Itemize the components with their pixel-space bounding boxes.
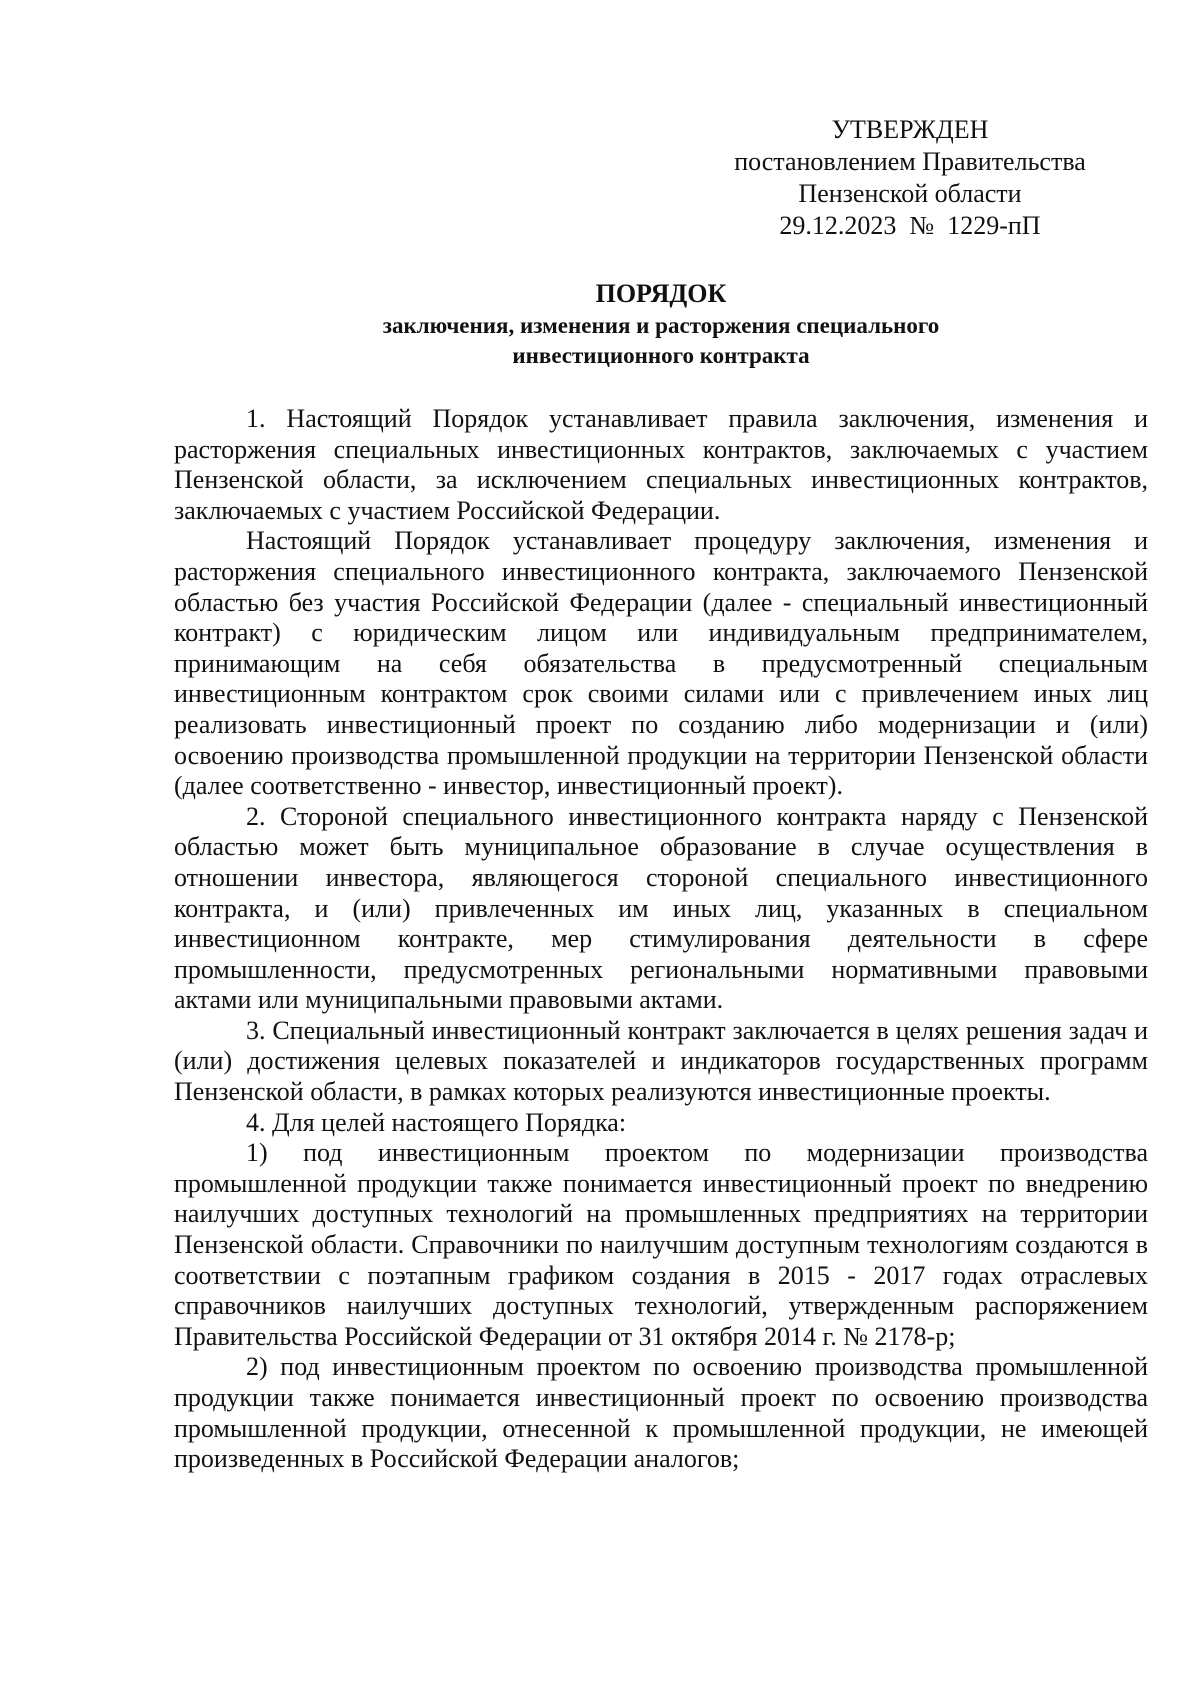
title-main: ПОРЯДОК: [595, 279, 727, 308]
document-body: [174, 404, 1148, 1475]
approval-stamp: [700, 114, 1120, 242]
paragraph-3: 3. Специальный инвестиционный контракт заключается в целях решения задач и (или) достижения целевых показателей и индикаторов государственных программ Пензенской области, в рамках которых реализуются инвестиционные проекты.: [174, 1015, 1148, 1107]
paragraph-1-scope: Настоящий Порядок устанавливает процедуру заключения, изменения и расторжения специального инвестиционного контракта, заключаемого Пензенской областью без участия Российской Федерации (далее - специальный инвестиционный контракт) с юридическим лицом или индивидуальным предпринимателем, принимающим на себя обязательства в предусмотренный специальным инвестиционным контрактом срок своими силами или с привлечением иных лиц реализовать инвестиционный проект по созданию либо модернизации и (или) освоению производства промышленной продукции на территории Пензенской области (далее соответственно - инвестор, инвестиционный проект).: [174, 526, 1148, 801]
paragraph-1: 1. Настоящий Порядок устанавливает правила заключения, изменения и расторжения специальных инвестиционных контрактов, заключаемых с участием Пензенской области, за исключением специальных инвестиционных контрактов, заключаемых с участием Российской Федерации.: [174, 404, 1148, 525]
title-subtitle-line-1: заключения, изменения и расторжения специального: [382, 313, 940, 338]
document-title: [174, 277, 1148, 371]
approval-authority: постановлением Правительства: [734, 147, 1086, 176]
paragraph-4-item-1: 1) под инвестиционным проектом по модернизации производства промышленной продукции также понимается инвестиционный проект по внедрению наилучших доступных технологий на промышленных предприятиях на территории Пензенской области. Справочники по наилучшим доступным технологиям создаются в соответствии с поэтапным графиком создания в 2015 - 2017 годах отраслевых справочников наилучших доступных технологий, утвержденным распоряжением Правительства Российской Федерации от 31 октября 2014 г. № 2178-р;: [174, 1138, 1148, 1351]
paragraph-4: 4. Для целей настоящего Порядка:: [246, 1107, 627, 1137]
approval-heading: УТВЕРЖДЕН: [831, 115, 989, 144]
paragraph-2: 2. Стороной специального инвестиционного контракта наряду с Пензенской областью может быть муниципальное образование в случае осуществления в отношении инвестора, являющегося стороной специального инвестиционного контракта, и (или) привлеченных им иных лиц, указанных в специальном инвестиционном контракте, мер стимулирования деятельности в сфере промышленности, предусмотренных региональными нормативными правовыми актами или муниципальными правовыми актами.: [174, 801, 1148, 1015]
paragraph-4-item-2: 2) под инвестиционным проектом по освоению производства промышленной продукции также понимается инвестиционный проект по освоению производства промышленной продукции, отнесенной к промышленной продукции, не имеющей произведенных в Российской Федерации аналогов;: [174, 1352, 1148, 1474]
title-subtitle-line-2: инвестиционного контракта: [512, 343, 810, 368]
approval-date-number: 29.12.2023 № 1229-пП: [779, 211, 1041, 240]
approval-region: Пензенской области: [798, 179, 1022, 208]
